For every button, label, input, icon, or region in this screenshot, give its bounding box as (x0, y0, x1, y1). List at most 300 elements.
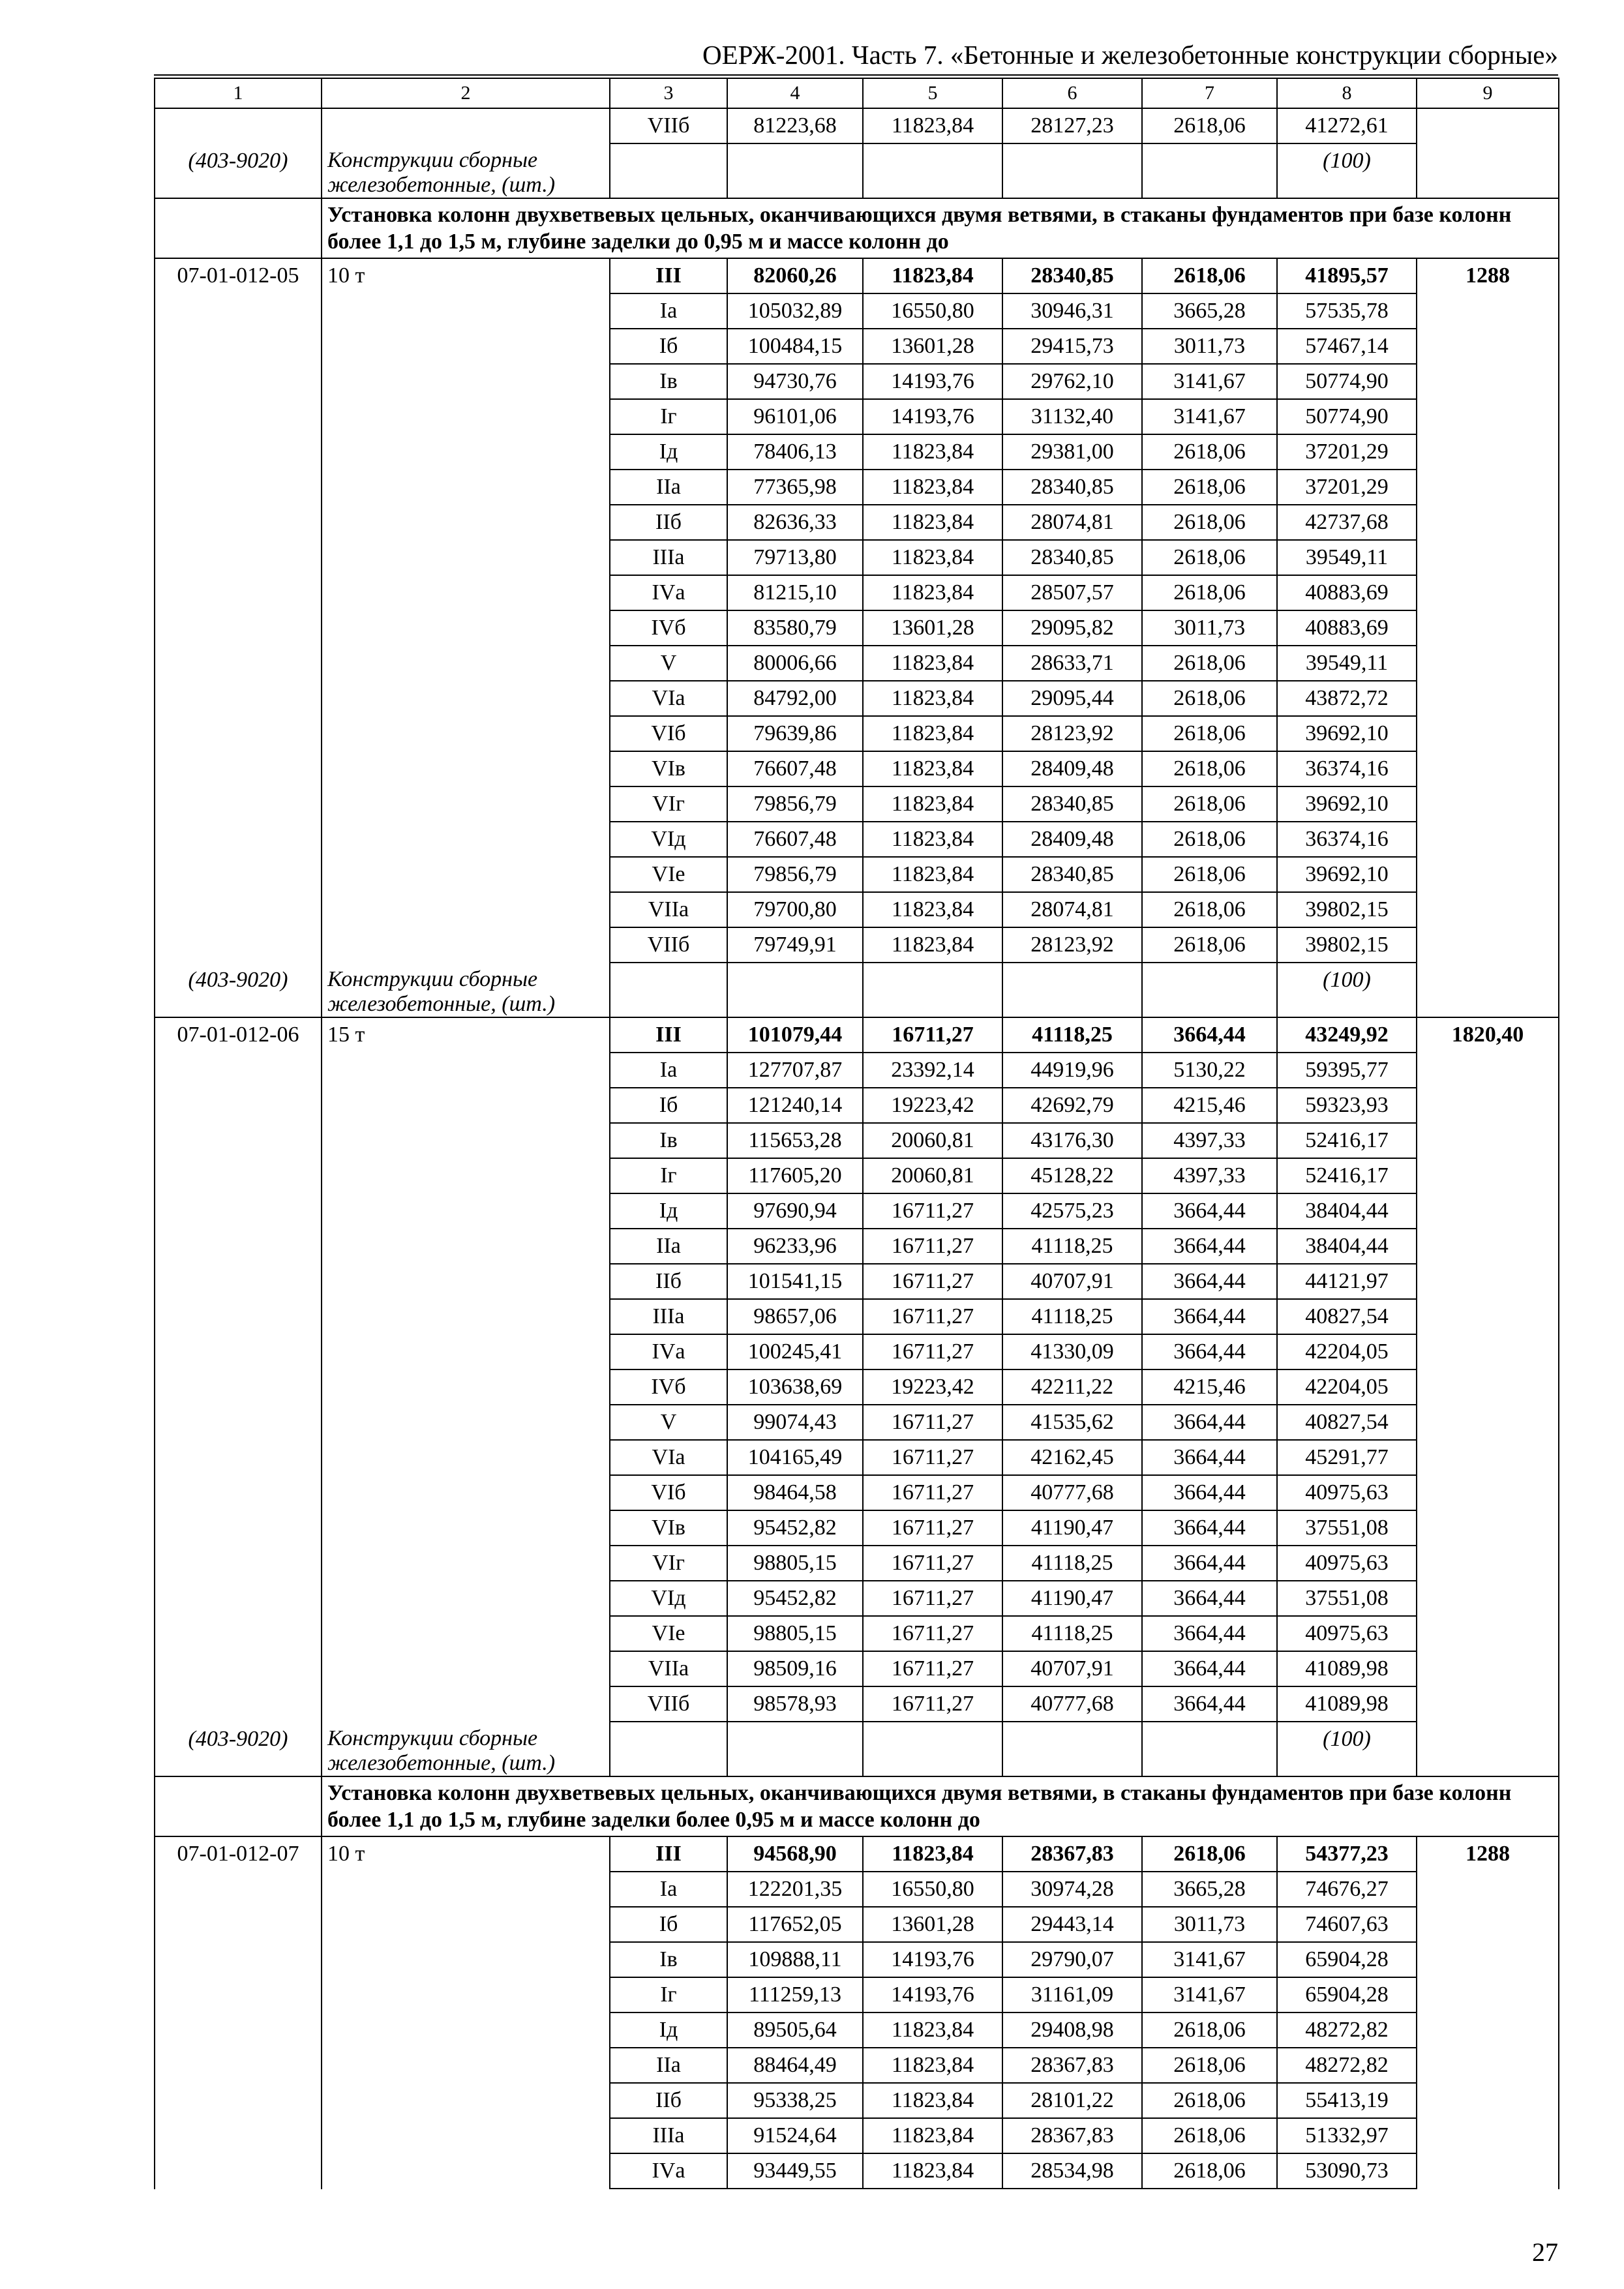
wages-cell: 13601,28 (863, 610, 1002, 646)
machines-cell: 28507,57 (1002, 575, 1142, 610)
machinist-wages-cell: 2618,06 (1142, 751, 1277, 786)
direct-cost-cell: 115653,28 (727, 1123, 863, 1158)
table-cell (1002, 143, 1142, 198)
page-number: 27 (1532, 2237, 1558, 2267)
materials-cell: 43249,92 (1277, 1017, 1417, 1053)
code-cell (155, 1088, 322, 1123)
name-cell (322, 2012, 610, 2048)
code-cell (155, 575, 322, 610)
materials-cell: 50774,90 (1277, 399, 1417, 434)
section-title: Установка колонн двухветвевых цельных, оканчивающихся двумя ветвями, в стаканы фундаментов при базе колонн более 1,1 до 1,5 м, глубине заделки более 0,95 м и массе колонн до (322, 1776, 1559, 1836)
name-cell (322, 108, 610, 143)
name-cell (322, 822, 610, 857)
direct-cost-cell: 77365,98 (727, 470, 863, 505)
code-cell (155, 108, 322, 143)
machines-cell: 28101,22 (1002, 2083, 1142, 2118)
direct-cost-cell: 104165,49 (727, 1440, 863, 1475)
machinist-wages-cell: 2618,06 (1142, 927, 1277, 963)
wages-cell: 11823,84 (863, 575, 1002, 610)
direct-cost-cell: 98464,58 (727, 1475, 863, 1510)
code-cell (155, 1581, 322, 1616)
direct-cost-cell: 96233,96 (727, 1229, 863, 1264)
name-cell (322, 2118, 610, 2153)
price-zone-cell: Iб (610, 1088, 727, 1123)
price-zone-cell: IIб (610, 1264, 727, 1299)
materials-cell: 65904,28 (1277, 1977, 1417, 2012)
name-cell (322, 1651, 610, 1686)
price-zone-cell: VIд (610, 1581, 727, 1616)
machinist-wages-cell: 2618,06 (1142, 716, 1277, 751)
wages-cell: 11823,84 (863, 751, 1002, 786)
price-zone-cell: V (610, 1405, 727, 1440)
machines-cell: 41118,25 (1002, 1616, 1142, 1651)
price-zone-cell: III (610, 1017, 727, 1053)
machinist-wages-cell: 2618,06 (1142, 2083, 1277, 2118)
labor-cost-cell: 1288 (1417, 258, 1559, 293)
name-cell (322, 892, 610, 927)
materials-cell: 39802,15 (1277, 892, 1417, 927)
zone-row (155, 1193, 1559, 1229)
machines-cell: 42162,45 (1002, 1440, 1142, 1475)
material-name-cell: Конструкции сборные железобетонные, (шт.) (322, 1722, 610, 1776)
machines-cell: 42575,23 (1002, 1193, 1142, 1229)
price-zone-cell: IIб (610, 2083, 727, 2118)
name-cell (322, 399, 610, 434)
name-cell (322, 1123, 610, 1158)
column-number-cell: 1 (155, 78, 322, 108)
direct-cost-cell: 82060,26 (727, 258, 863, 293)
code-cell (155, 786, 322, 822)
table-cell (1417, 1405, 1559, 1440)
code-cell (155, 1546, 322, 1581)
direct-cost-cell: 79639,86 (727, 716, 863, 751)
table-cell (1417, 1510, 1559, 1546)
machines-cell: 30974,28 (1002, 1872, 1142, 1907)
table-cell (1417, 646, 1559, 681)
wages-cell: 16711,27 (863, 1299, 1002, 1334)
direct-cost-cell: 79856,79 (727, 857, 863, 892)
rates-table (154, 78, 1559, 2189)
table-cell (1417, 751, 1559, 786)
table-cell (727, 143, 863, 198)
price-zone-cell: III (610, 1836, 727, 1872)
price-zone-cell: VIIа (610, 1651, 727, 1686)
machines-cell: 29790,07 (1002, 1942, 1142, 1977)
machines-cell: 28340,85 (1002, 786, 1142, 822)
wages-cell: 16711,27 (863, 1686, 1002, 1722)
machines-cell: 28534,98 (1002, 2153, 1142, 2189)
machines-cell: 41330,09 (1002, 1334, 1142, 1369)
materials-cell: 42737,68 (1277, 505, 1417, 540)
table-cell (1417, 1977, 1559, 2012)
price-zone-cell: Iб (610, 1907, 727, 1942)
zone-row (155, 329, 1559, 364)
machines-cell: 28633,71 (1002, 646, 1142, 681)
machinist-wages-cell: 4215,46 (1142, 1369, 1277, 1405)
column-number-cell: 8 (1277, 78, 1417, 108)
materials-cell: 37201,29 (1277, 470, 1417, 505)
table-cell (1417, 364, 1559, 399)
table-cell (1417, 1264, 1559, 1299)
direct-cost-cell: 127707,87 (727, 1053, 863, 1088)
direct-cost-cell: 83580,79 (727, 610, 863, 646)
wages-cell: 14193,76 (863, 1942, 1002, 1977)
materials-cell: 36374,16 (1277, 751, 1417, 786)
direct-cost-cell: 96101,06 (727, 399, 863, 434)
direct-cost-cell: 76607,48 (727, 751, 863, 786)
table-cell (1417, 1581, 1559, 1616)
direct-cost-cell: 95452,82 (727, 1581, 863, 1616)
name-cell (322, 716, 610, 751)
table-cell (1417, 963, 1559, 1017)
machines-cell: 28367,83 (1002, 2048, 1142, 2083)
price-zone-cell: IIа (610, 470, 727, 505)
machinist-wages-cell: 2618,06 (1142, 434, 1277, 470)
machinist-wages-cell: 3664,44 (1142, 1440, 1277, 1475)
material-code-cell: (403-9020) (155, 963, 322, 1017)
materials-cell: 36374,16 (1277, 822, 1417, 857)
zone-row (155, 434, 1559, 470)
price-zone-cell: Iд (610, 2012, 727, 2048)
materials-cell: 59323,93 (1277, 1088, 1417, 1123)
machines-cell: 45128,22 (1002, 1158, 1142, 1193)
zone-row (155, 1088, 1559, 1123)
name-cell (322, 434, 610, 470)
machinist-wages-cell: 3664,44 (1142, 1017, 1277, 1053)
machines-cell: 31132,40 (1002, 399, 1142, 434)
machinist-wages-cell: 3141,67 (1142, 364, 1277, 399)
materials-cell: 54377,23 (1277, 1836, 1417, 1872)
wages-cell: 23392,14 (863, 1053, 1002, 1088)
machinist-wages-cell: 4397,33 (1142, 1158, 1277, 1193)
table-cell (1417, 927, 1559, 963)
wages-cell: 20060,81 (863, 1123, 1002, 1158)
materials-cell: 40883,69 (1277, 575, 1417, 610)
direct-cost-cell: 103638,69 (727, 1369, 863, 1405)
machinist-wages-cell: 2618,06 (1142, 470, 1277, 505)
wages-cell: 11823,84 (863, 822, 1002, 857)
table-cell (1417, 857, 1559, 892)
wages-cell: 11823,84 (863, 646, 1002, 681)
material-qty-cell: (100) (1277, 963, 1417, 1017)
table-cell (1417, 1546, 1559, 1581)
zone-row (155, 399, 1559, 434)
name-cell (322, 1686, 610, 1722)
table-cell (863, 1722, 1002, 1776)
machines-cell: 28123,92 (1002, 716, 1142, 751)
code-cell (155, 646, 322, 681)
table-cell (1417, 143, 1559, 198)
direct-cost-cell: 82636,33 (727, 505, 863, 540)
direct-cost-cell: 94730,76 (727, 364, 863, 399)
machines-cell: 44919,96 (1002, 1053, 1142, 1088)
price-zone-cell: IIа (610, 2048, 727, 2083)
code-cell (155, 751, 322, 786)
table-cell (1002, 1722, 1142, 1776)
table-cell (1417, 1616, 1559, 1651)
table-cell (1142, 963, 1277, 1017)
table-cell (1417, 1440, 1559, 1475)
code-cell (155, 2083, 322, 2118)
direct-cost-cell: 91524,64 (727, 2118, 863, 2153)
code-cell (155, 1369, 322, 1405)
machinist-wages-cell: 3664,44 (1142, 1581, 1277, 1616)
column-number-row (155, 78, 1559, 108)
machines-cell: 41190,47 (1002, 1510, 1142, 1546)
name-cell (322, 1510, 610, 1546)
price-zone-cell: VIIб (610, 1686, 727, 1722)
machines-cell: 28074,81 (1002, 892, 1142, 927)
zone-row (155, 1651, 1559, 1686)
table-cell (1417, 399, 1559, 434)
direct-cost-cell: 79713,80 (727, 540, 863, 575)
machines-cell: 40707,91 (1002, 1651, 1142, 1686)
materials-cell: 41272,61 (1277, 108, 1417, 143)
direct-cost-cell: 101541,15 (727, 1264, 863, 1299)
machinist-wages-cell: 3665,28 (1142, 1872, 1277, 1907)
machines-cell: 28367,83 (1002, 1836, 1142, 1872)
machinist-wages-cell: 3141,67 (1142, 1977, 1277, 2012)
direct-cost-cell: 79700,80 (727, 892, 863, 927)
material-qty-cell: (100) (1277, 1722, 1417, 1776)
zone-row (155, 892, 1559, 927)
column-number-cell: 7 (1142, 78, 1277, 108)
materials-cell: 39692,10 (1277, 857, 1417, 892)
code-cell (155, 505, 322, 540)
wages-cell: 11823,84 (863, 716, 1002, 751)
machinist-wages-cell: 2618,06 (1142, 540, 1277, 575)
wages-cell: 16711,27 (863, 1229, 1002, 1264)
direct-cost-cell: 121240,14 (727, 1088, 863, 1123)
direct-cost-cell: 101079,44 (727, 1017, 863, 1053)
price-zone-cell: VIа (610, 681, 727, 716)
machinist-wages-cell: 2618,06 (1142, 822, 1277, 857)
machinist-wages-cell: 3664,44 (1142, 1686, 1277, 1722)
direct-cost-cell: 81215,10 (727, 575, 863, 610)
machinist-wages-cell: 3141,67 (1142, 1942, 1277, 1977)
machinist-wages-cell: 3011,73 (1142, 610, 1277, 646)
direct-cost-cell: 94568,90 (727, 1836, 863, 1872)
machines-cell: 41118,25 (1002, 1299, 1142, 1334)
direct-cost-cell: 100484,15 (727, 329, 863, 364)
machines-cell: 43176,30 (1002, 1123, 1142, 1158)
price-zone-cell: Iв (610, 364, 727, 399)
machines-cell: 28340,85 (1002, 470, 1142, 505)
price-zone-cell: VIIб (610, 927, 727, 963)
machinist-wages-cell: 2618,06 (1142, 575, 1277, 610)
machines-cell: 28074,81 (1002, 505, 1142, 540)
wages-cell: 11823,84 (863, 681, 1002, 716)
table-cell (1142, 1722, 1277, 1776)
name-cell (322, 364, 610, 399)
direct-cost-cell: 93449,55 (727, 2153, 863, 2189)
machines-cell: 28340,85 (1002, 258, 1142, 293)
zone-row (155, 1123, 1559, 1158)
column-number-cell: 3 (610, 78, 727, 108)
machines-cell: 41190,47 (1002, 1581, 1142, 1616)
code-cell (155, 329, 322, 364)
table-cell (1417, 1651, 1559, 1686)
table-cell (1417, 1475, 1559, 1510)
zone-row (155, 1977, 1559, 2012)
price-zone-cell: Iг (610, 1977, 727, 2012)
zone-row (155, 293, 1559, 329)
price-zone-cell: VIб (610, 716, 727, 751)
section-title: Установка колонн двухветвевых цельных, оканчивающихся двумя ветвями, в стаканы фундаментов при базе колонн более 1,1 до 1,5 м, глубине заделки до 0,95 м и массе колонн до (322, 198, 1559, 258)
price-zone-cell: Iг (610, 399, 727, 434)
direct-cost-cell: 109888,11 (727, 1942, 863, 1977)
table-cell (863, 963, 1002, 1017)
wages-cell: 16711,27 (863, 1616, 1002, 1651)
materials-cell: 37551,08 (1277, 1510, 1417, 1546)
price-zone-cell: IIIа (610, 540, 727, 575)
name-cell (322, 1907, 610, 1942)
machinist-wages-cell: 3664,44 (1142, 1651, 1277, 1686)
item-code-cell: 07-01-012-05 (155, 258, 322, 293)
code-cell (155, 1651, 322, 1686)
main-zone-row (155, 1017, 1559, 1053)
zone-row (155, 610, 1559, 646)
materials-cell: 44121,97 (1277, 1264, 1417, 1299)
machines-cell: 29762,10 (1002, 364, 1142, 399)
table-cell (1417, 108, 1559, 143)
table-cell (1417, 610, 1559, 646)
price-zone-cell: IVа (610, 2153, 727, 2189)
machines-cell: 29381,00 (1002, 434, 1142, 470)
machinist-wages-cell: 3011,73 (1142, 1907, 1277, 1942)
code-cell (155, 1440, 322, 1475)
wages-cell: 11823,84 (863, 258, 1002, 293)
machinist-wages-cell: 2618,06 (1142, 681, 1277, 716)
machinist-wages-cell: 2618,06 (1142, 2012, 1277, 2048)
machinist-wages-cell: 3664,44 (1142, 1229, 1277, 1264)
table-cell (1417, 1053, 1559, 1088)
name-cell (322, 293, 610, 329)
column-number-cell: 6 (1002, 78, 1142, 108)
material-code-cell: (403-9020) (155, 143, 322, 198)
code-cell (155, 927, 322, 963)
machines-cell: 31161,09 (1002, 1977, 1142, 2012)
code-cell (155, 1299, 322, 1334)
machinist-wages-cell: 3664,44 (1142, 1299, 1277, 1334)
wages-cell: 16711,27 (863, 1017, 1002, 1053)
wages-cell: 11823,84 (863, 2153, 1002, 2189)
price-zone-cell: III (610, 258, 727, 293)
labor-cost-cell: 1288 (1417, 1836, 1559, 1872)
direct-cost-cell: 79856,79 (727, 786, 863, 822)
machines-cell: 28340,85 (1002, 857, 1142, 892)
direct-cost-cell: 95338,25 (727, 2083, 863, 2118)
price-zone-cell: Iа (610, 1872, 727, 1907)
direct-cost-cell: 76607,48 (727, 822, 863, 857)
table-cell (610, 143, 727, 198)
price-zone-cell: VIг (610, 786, 727, 822)
name-cell (322, 575, 610, 610)
table-cell (1417, 681, 1559, 716)
wages-cell: 11823,84 (863, 470, 1002, 505)
code-cell (155, 1229, 322, 1264)
name-cell (322, 2048, 610, 2083)
zone-row (155, 1440, 1559, 1475)
price-zone-cell: Iв (610, 1123, 727, 1158)
direct-cost-cell: 98578,93 (727, 1686, 863, 1722)
table-cell (1417, 1722, 1559, 1776)
table-cell (1417, 1299, 1559, 1334)
direct-cost-cell: 105032,89 (727, 293, 863, 329)
materials-cell: 41895,57 (1277, 258, 1417, 293)
zone-row (155, 108, 1559, 143)
code-cell (155, 2153, 322, 2189)
wages-cell: 11823,84 (863, 2083, 1002, 2118)
zone-row (155, 1581, 1559, 1616)
materials-cell: 39802,15 (1277, 927, 1417, 963)
code-cell (155, 1977, 322, 2012)
materials-cell: 57467,14 (1277, 329, 1417, 364)
machinist-wages-cell: 3141,67 (1142, 399, 1277, 434)
zone-row (155, 751, 1559, 786)
zone-row (155, 1053, 1559, 1088)
price-zone-cell: VIа (610, 1440, 727, 1475)
price-zone-cell: VIв (610, 751, 727, 786)
materials-cell: 41089,98 (1277, 1651, 1417, 1686)
machines-cell: 42211,22 (1002, 1369, 1142, 1405)
machinist-wages-cell: 2618,06 (1142, 108, 1277, 143)
machinist-wages-cell: 2618,06 (1142, 505, 1277, 540)
zone-row (155, 1616, 1559, 1651)
zone-row (155, 1872, 1559, 1907)
zone-row (155, 2153, 1559, 2189)
code-cell (155, 470, 322, 505)
rates-table-body (155, 78, 1559, 2189)
price-zone-cell: IVа (610, 1334, 727, 1369)
wages-cell: 16711,27 (863, 1651, 1002, 1686)
code-cell (155, 1510, 322, 1546)
name-cell (322, 1053, 610, 1088)
machines-cell: 40707,91 (1002, 1264, 1142, 1299)
table-cell (1142, 143, 1277, 198)
price-zone-cell: VIе (610, 857, 727, 892)
price-zone-cell: IIIа (610, 1299, 727, 1334)
main-zone-row (155, 1836, 1559, 1872)
zone-row (155, 1907, 1559, 1942)
materials-cell: 40975,63 (1277, 1475, 1417, 1510)
materials-cell: 40975,63 (1277, 1546, 1417, 1581)
code-cell (155, 1264, 322, 1299)
material-name-cell: Конструкции сборные железобетонные, (шт.) (322, 143, 610, 198)
machines-cell: 28409,48 (1002, 822, 1142, 857)
wages-cell: 11823,84 (863, 786, 1002, 822)
name-cell (322, 1369, 610, 1405)
table-cell (1417, 2153, 1559, 2189)
materials-cell: 52416,17 (1277, 1158, 1417, 1193)
wages-cell: 16711,27 (863, 1440, 1002, 1475)
wages-cell: 11823,84 (863, 540, 1002, 575)
materials-cell: 42204,05 (1277, 1369, 1417, 1405)
table-cell (1417, 293, 1559, 329)
machinist-wages-cell: 2618,06 (1142, 1836, 1277, 1872)
table-cell (610, 1722, 727, 1776)
zone-row (155, 1942, 1559, 1977)
table-cell (1417, 1158, 1559, 1193)
machinist-wages-cell: 4215,46 (1142, 1088, 1277, 1123)
direct-cost-cell: 98805,15 (727, 1616, 863, 1651)
table-cell (1417, 2012, 1559, 2048)
name-cell (322, 1158, 610, 1193)
wages-cell: 11823,84 (863, 1836, 1002, 1872)
price-zone-cell: VIIб (610, 108, 727, 143)
materials-cell: 59395,77 (1277, 1053, 1417, 1088)
table-cell (1417, 2048, 1559, 2083)
